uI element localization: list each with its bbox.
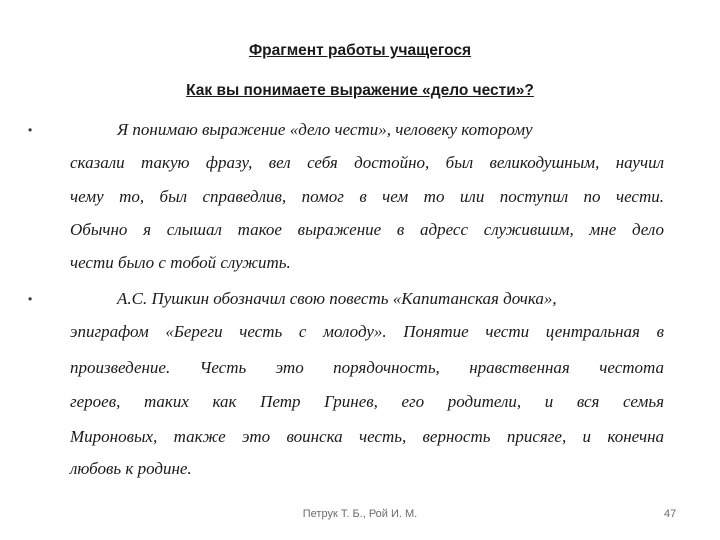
question-heading: Как вы понимаете выражение «дело чести»? [186,82,534,99]
bullet-marker: • [28,123,33,137]
paragraph-line: Обычно я слышал такое выражение в адресс служившим, мне дело [70,220,664,239]
paragraph-line: героев, таких как Петр Гринев, его родители, и вся семья [70,392,664,411]
paragraph-line: сказали такую фразу, вел себя достойно, был великодушным, научил [70,153,664,172]
paragraph-line: А.С. Пушкин обозначил свою повесть «Капитанская дочка», [117,289,557,308]
paragraph-line: чести было с тобой служить. [70,253,291,272]
paragraph-line: любовь к родине. [70,459,192,478]
paragraph-line: Я понимаю выражение «дело чести», человеку которому [117,120,533,139]
paragraph-line: произведение. Честь это порядочность, нравственная честота [70,358,664,377]
paragraph-line: чему то, был справедлив, помог в чем то или поступил по чести. [70,187,664,206]
paragraph-line: эпиграфом «Береги честь с молоду». Понятие чести центральная в [70,322,664,341]
bullet-marker: • [28,292,33,306]
footer-author: Петрук Т. Б., Рой И. М. [302,508,418,520]
page-title: Фрагмент работы учащегося [248,42,472,59]
page-number: 47 [664,508,677,520]
paragraph-line: Мироновых, также это воинска честь, верность присяге, и конечна [70,427,664,446]
